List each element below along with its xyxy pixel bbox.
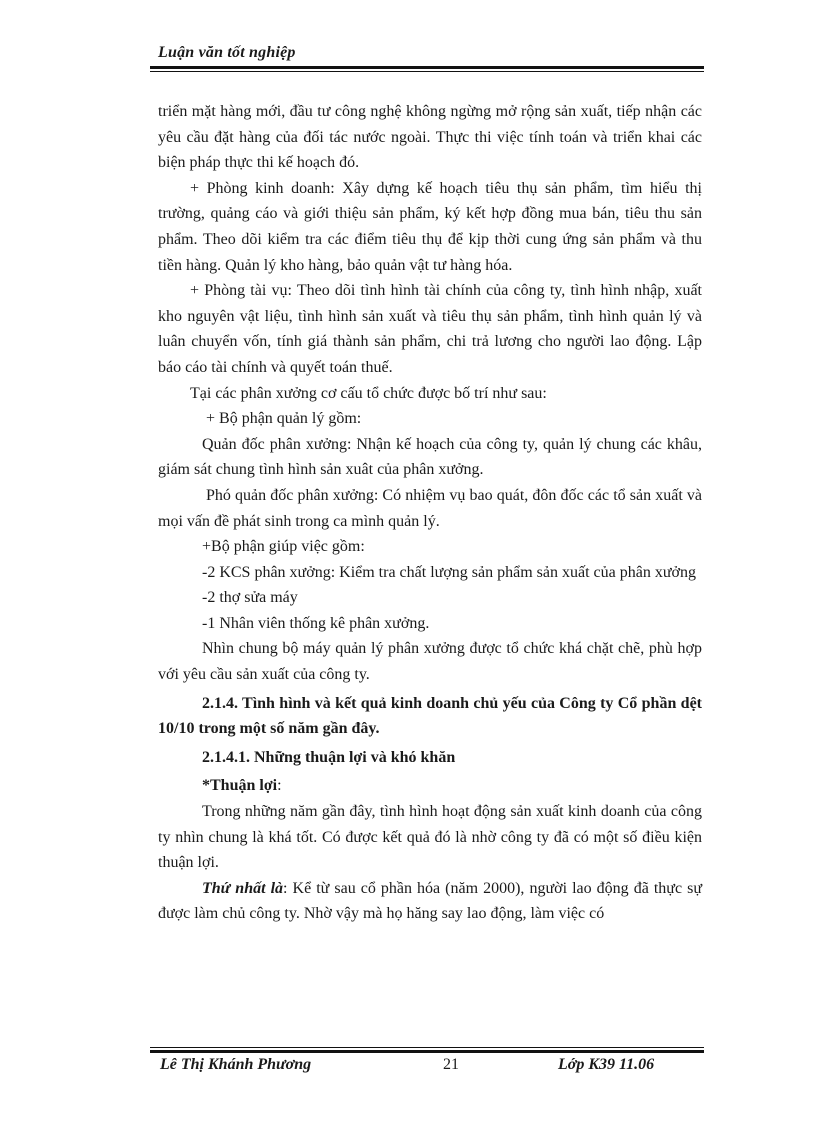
paragraph: -2 thợ sửa máy	[202, 589, 298, 607]
section-heading: 2.1.4. Tình hình và kết quả kinh doanh chủ yếu của Công ty Cổ phần dệt 10/10 trong một số năm gần đây.	[158, 694, 702, 738]
paragraph: Tại các phân xưởng cơ cấu tổ chức được bố trí như sau:	[190, 384, 547, 402]
paragraph: + Phòng kinh doanh: Xây dựng kế hoạch tiêu thụ sản phẩm, tìm hiểu thị trường, quảng cáo và giới thiệu sản phẩm, ký kết hợp đồng mua bán, tiêu thu sản phẩm. Theo dõi kiểm tra các điểm tiêu thụ để kịp thời cung ứng sản phẩm và thu tiền hàng. Quản lý kho hàng, bảo quản vật tư hàng hóa.	[158, 179, 702, 274]
header-rule	[150, 66, 704, 69]
paragraph: Phó quản đốc phân xưởng: Có nhiệm vụ bao quát, đôn đốc các tổ sản xuất và mọi vấn đề phát sinh trong ca mình quản lý.	[158, 486, 702, 530]
footer-rule-thin	[150, 1047, 704, 1048]
paragraph: + Bộ phận quản lý gồm:	[206, 410, 362, 428]
first-point-text: : Kể từ sau cổ phần hóa (năm 2000), người lao động đã thực sự được làm chủ công ty. Nhờ vậy mà họ hăng say lao động, làm việc có	[158, 879, 702, 923]
advantages-colon: :	[277, 777, 282, 795]
subsection-heading: 2.1.4.1. Những thuận lợi và khó khăn	[202, 748, 456, 766]
paragraph: Nhìn chung bộ máy quản lý phân xưởng được tổ chức khá chặt chẽ, phù hợp với yêu cầu sản xuất của công ty.	[158, 640, 702, 684]
paragraph: Quản đốc phân xưởng: Nhận kế hoạch của công ty, quản lý chung các khâu, giám sát chung tình hình sản xuât của phân xưởng.	[158, 435, 702, 479]
label-line	[158, 773, 702, 799]
paragraph: +Bộ phận giúp việc gồm:	[202, 538, 365, 556]
first-point-label: Thứ nhất là	[202, 879, 284, 897]
page-header-title: Luận văn tốt nghiệp	[158, 44, 296, 61]
advantages-label: *Thuận lợi	[202, 777, 278, 795]
paragraph: Trong những năm gần đây, tình hình hoạt động sản xuất kinh doanh của công ty nhìn chung là khá tốt. Có được kết quả đó là nhờ công ty đã có một số điều kiện thuận lợi.	[158, 803, 702, 872]
paragraph: triển mặt hàng mới, đầu tư công nghệ không ngừng mở rộng sản xuất, tiếp nhận các yêu cầu đặt hàng của đối tác nước ngoài. Thực thi việc tính toán và triển khai các biện pháp thực thi kế hoạch đó.	[158, 103, 702, 172]
document-body	[158, 99, 702, 927]
footer-class: Lớp K39 11.06	[558, 1056, 655, 1073]
paragraph: + Phòng tài vụ: Theo dõi tình hình tài chính của công ty, tình hình nhập, xuất kho nguyên vật liệu, tình hình sản xuất và tiêu thụ sản phẩm, tình hình quản lý và luân chuyển vốn, tính giá thành sản phẩm, chi trả lương cho người lao động. Lập báo cáo tài chính và quyết toán thuế.	[158, 282, 702, 376]
header-rule-thin	[150, 71, 704, 72]
page-number: 21	[443, 1056, 459, 1073]
footer-rule	[150, 1050, 704, 1053]
footer-author: Lê Thị Khánh Phương	[160, 1056, 312, 1073]
paragraph: -1 Nhân viên thống kê phân xưởng.	[202, 614, 430, 632]
paragraph	[158, 876, 702, 927]
paragraph: -2 KCS phân xưởng: Kiểm tra chất lượng sản phẩm sản xuất của phân xưởng	[202, 563, 696, 581]
